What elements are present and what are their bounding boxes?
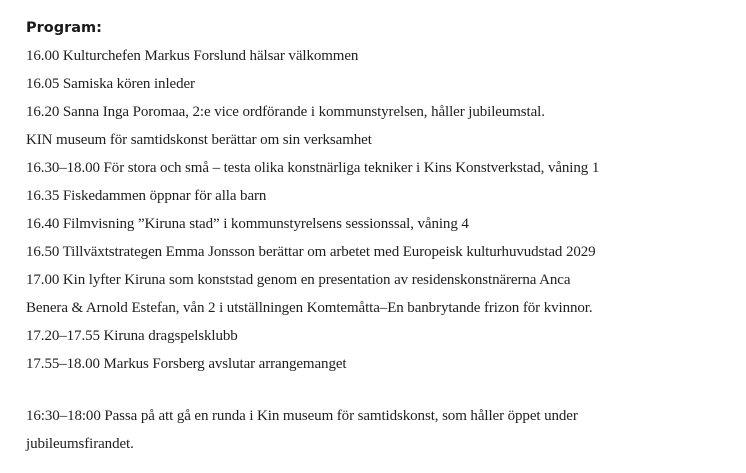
program-line: 16.00 Kulturchefen Markus Forslund hälsar välkommen [26, 48, 359, 64]
program-line: 17.20–17.55 Kiruna dragspelsklubb [26, 328, 238, 344]
note-line: 16:30–18:00 Passa på att gå en runda i Kin museum för samtidskonst, som håller öppet under [26, 408, 578, 424]
program-line: 16.30–18.00 För stora och små – testa olika konstnärliga tekniker i Kins Konstverkstad, våning 1 [26, 160, 600, 176]
program-line: 17.00 Kin lyfter Kiruna som konststad genom en presentation av residenskonstnärerna Anca [26, 272, 571, 288]
program-line: 16.35 Fiskedammen öppnar för alla barn [26, 188, 267, 204]
program-heading: Program: [26, 20, 102, 36]
program-line: 17.55–18.00 Markus Forsberg avslutar arrangemanget [26, 356, 347, 372]
program-section [26, 14, 726, 458]
program-line: 16.05 Samiska kören inleder [26, 76, 195, 92]
paragraph-spacer [26, 378, 726, 402]
note-line: jubileumsfirandet. [26, 436, 134, 452]
program-line: 16.50 Tillväxtstrategen Emma Jonsson berättar om arbetet med Europeisk kulturhuvudstad 2029 [26, 244, 596, 260]
program-line: KIN museum för samtidskonst berättar om sin verksamhet [26, 132, 372, 148]
program-line: Benera & Arnold Estefan, vån 2 i utställningen Komtemåtta–En banbrytande frizon för kvinnor. [26, 300, 593, 316]
program-line: 16.40 Filmvisning ”Kiruna stad” i kommunstyrelsens sessionssal, våning 4 [26, 216, 469, 232]
program-line: 16.20 Sanna Inga Poromaa, 2:e vice ordförande i kommunstyrelsen, håller jubileumstal. [26, 104, 545, 120]
